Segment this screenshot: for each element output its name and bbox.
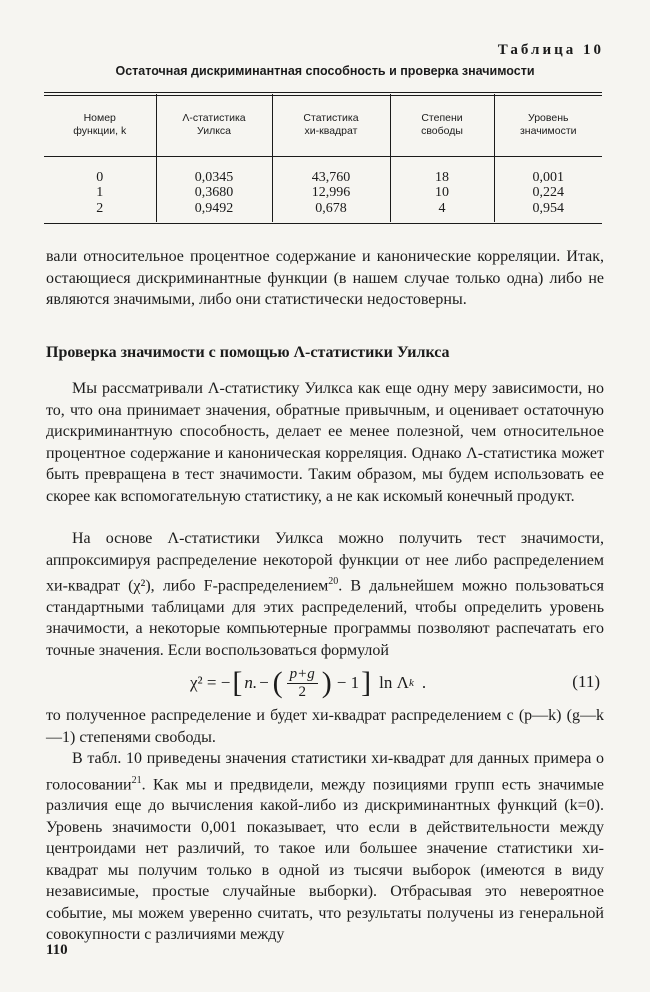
col-header-lambda: Λ-статистика Уилкса [156, 94, 272, 157]
col-header-df: Степени свободы [390, 94, 494, 157]
col-header-significance: Уровень значимости [494, 94, 602, 157]
cell: 0,3680 [156, 185, 272, 200]
cell: 12,996 [272, 185, 390, 200]
table-row [44, 185, 602, 200]
cell: 0,001 [494, 157, 602, 186]
cell: 2 [96, 200, 104, 216]
footnote-ref: 20 [328, 576, 339, 587]
formula-n: n. [244, 673, 258, 692]
formula-11: χ² = − [ n. − ( $\frac{p+g}{2}$ ) − 1 ] ln Λ k . (11) [190, 665, 600, 700]
cell: 0,224 [494, 185, 602, 200]
cell: 1 [96, 185, 104, 201]
paragraph-continued: вали относительное процентное содержание и канонические корреляции. Итак, остающиеся дискриминантные функции (в нашем случае только одна) либо не являются значимыми, либо они статистически недостоверны. [46, 248, 604, 308]
paragraph-wilks-intro: Мы рассматривали Λ-статистику Уилкса как еще одну меру зависимости, но то, что она принимает значения, обратные привычным, и оценивает остаточную дискриминантную способность, делает ее менее полезной, чем относительное процентное содержание и каноническая корреляция. Однако Λ-статистика может быть превращена в тест значимости. Таким образом, мы будем использовать ее скорее как вспомогательную статистику, а не как искомый конечный продукт. [46, 380, 604, 505]
col-header-chi-square: Статистика хи-квадрат [272, 94, 390, 157]
page-number: 110 [46, 942, 68, 958]
results-table [44, 94, 602, 222]
section-heading: Проверка значимости с помощью Λ-статистики Уилкса [46, 344, 450, 361]
table-title: Остаточная дискриминантная способность и проверка значимости [115, 64, 535, 78]
table-row [44, 157, 602, 186]
col-header-function: Номер функции, k [44, 94, 156, 157]
table-bottom-rule [44, 223, 602, 224]
table-header-row [44, 94, 602, 157]
formula-fraction: $\frac{p+g}{2}$ [287, 666, 318, 701]
cell: 0 [96, 170, 104, 185]
cell: 0,678 [272, 201, 390, 222]
paragraph-test-approximation: На основе Λ-статистики Уилкса можно получить тест значимости, аппроксимируя распределение некоторой функции от нее либо распределением хи-квадрат (χ²), либо F-распределением$^{20}$. В дальнейшем можно пользоваться стандартными таблицами для этих распределений, чтобы определить уровень значимости, а некоторые компьютерные программы позволяют распечатать его точные значения. Если воспользоваться формулой [46, 530, 605, 659]
formula-ln-lambda: ln Λ [379, 673, 409, 692]
paragraph-degrees-of-freedom: то полученное распределение и будет хи-квадрат распределением с (p—k) (g—k—1) степенями свободы. [46, 707, 604, 746]
cell: 18 [390, 157, 494, 186]
table-row [44, 201, 602, 222]
paragraph-table-discussion: В табл. 10 приведены значения статистики хи-квадрат для данных примера о голосовании$^{21}$. Как мы и предвидели, между позициями групп есть значимые различия еще до вычисления какой-либо из дискриминантных функций (k=0). Уровень значимости 0,001 показывает, что если в действительности между центроидами нет различий, то такое или большее значение статистики хи-квадрат мы получим только в одной из тысячи выборок (имеются в виду независимые, простые случайные выборки). Отбрасывая это невероятное событие, мы можем уверенно считать, что результаты получены из генеральной совокупности с различиями между [46, 750, 604, 944]
cell: 4 [390, 201, 494, 222]
formula-lhs: χ² = − [190, 673, 231, 692]
cell: 0,0345 [156, 157, 272, 186]
table-top-rule [44, 92, 602, 93]
formula-number: (11) [572, 672, 600, 691]
cell: 43,760 [272, 157, 390, 186]
cell: 10 [390, 185, 494, 200]
footnote-ref: 21 [131, 774, 142, 786]
cell: 0,9492 [156, 201, 272, 222]
cell: 0,954 [494, 201, 602, 222]
table-label: Таблица 10 [497, 42, 604, 58]
